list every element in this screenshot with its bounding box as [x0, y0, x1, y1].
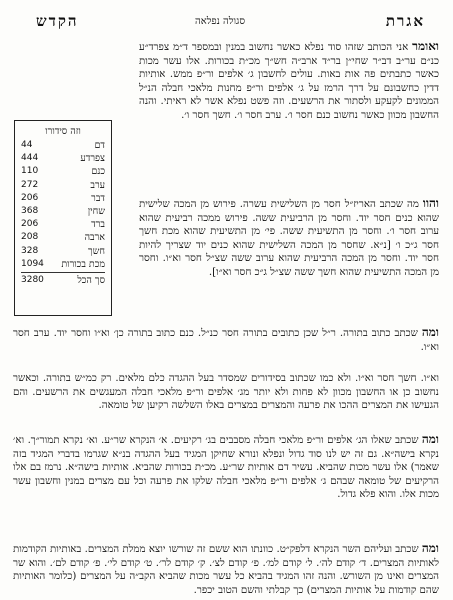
paragraph-4	[13, 371, 439, 426]
table-total-row	[15, 274, 111, 287]
plague-name: מכת בכורות	[61, 258, 105, 270]
plague-value: 328	[21, 245, 39, 256]
paragraph-lead: ואומר	[412, 40, 439, 53]
plague-name: ארבה	[84, 232, 105, 244]
header-title-left: הקדש	[36, 12, 79, 30]
plague-value: 368	[21, 205, 39, 216]
paragraph-6	[13, 542, 439, 600]
paragraph-lead: והוו	[422, 197, 439, 210]
table-row	[15, 231, 111, 244]
paragraph-3	[13, 326, 439, 366]
paragraph-text: שכתב כתוב בתורה. ר״ל שכן כתובים בתורה חסר כנ״ל. כנם כתוב בתורה כן׳ וא״ו וחסר יוד. ערב חסר וא״ו.	[13, 328, 439, 353]
plague-name: דבר	[91, 192, 105, 204]
plague-value: 206	[21, 192, 39, 203]
header-subtitle: סגולה נפלאה	[194, 16, 246, 27]
plague-value: 110	[21, 166, 39, 177]
table-row	[15, 179, 111, 192]
paragraph-1	[139, 40, 439, 192]
table-row	[15, 139, 111, 152]
table-row	[15, 218, 111, 231]
plague-value: 444	[21, 153, 39, 164]
table-row	[15, 245, 111, 258]
plagues-gematria-table	[14, 120, 112, 316]
plague-name: ברד	[91, 219, 105, 231]
table-row	[15, 258, 111, 271]
plague-value: 44	[21, 140, 33, 150]
plague-value: 208	[21, 232, 39, 243]
paragraph-text: שכתב שאלו הג׳ אלפים ור״פ מלאכי חבלה מסבבים בג׳ רקיעים. א׳ הנקרא שר״ע. וא׳ נקרא תמור״ך. וא׳ נקרא בישה״א. גם זה יש לנו סוד גדול ונפלא ונורא שחיקן המגיד בעל ההגדה בנ״א שגרמו בדברי המגיד בזה שאמר) אלו עשר מכות שהביא. עשיר דם אותיות שר״ע. מכ״ת בכורות שהביא. אותיות בישה״א. נרמז בם אלו הרקיעים של טומאה שבהם ג׳ אלפים ור״פ מלאכי חבלה שלקו את פרעה וכל עם מצרים במנין וחשבון עשר מכות אלו. והוא פלא גדול.	[13, 435, 439, 501]
header-title-right: אגרת	[385, 12, 425, 30]
paragraph-text: אני הכותב שזהו סוד נפלא כאשר נחשוב במנין ובמספר ד״מ צפרד״ע כנ״ם ער״ב דב״ר שחי״ן בר״ד ארב״ה חש״ך מכ״ת בכורות. אלו עשר מכות כאשר כתבתים פה אות באות. עולים לחשבון ג׳ אלפים ור״פ ממש. אותיות דדין כחשבונם על דרך הרמז על ג׳ אלפים ור״פ מחנות מלאכי חבלה הנ״ל הממונים לקעקע ולסתור את הרשעים. וזה פשט נפלא אשר לא ראיתי. והנה החשבון מכוון כאשר נחשוב כנם חסר ו׳. ערב חסר ו׳. חשך חסר ו׳.	[139, 42, 439, 121]
plague-name: שחין	[87, 205, 105, 217]
table-row	[15, 165, 111, 178]
total-value: 3280	[21, 274, 44, 285]
plague-value: 206	[21, 219, 39, 230]
table-row	[15, 192, 111, 205]
total-label: סך הכל	[77, 274, 105, 286]
table-title: וזה סידורו	[45, 126, 81, 137]
plague-name: ערב	[90, 179, 105, 191]
paragraph-5	[13, 433, 439, 535]
plague-name: דם	[94, 140, 105, 151]
paragraph-text: וא״ו. חשך חסר וא״ו. ולא כמו שכתוב בסידורים שמסדר בעל ההגדה כלם מלאים. רק כמ״ש בתורה. וכאשר נחשוב כן או החשבון מכוון לא פחות ולא יותר מג׳ אלפים ור״פ מלאכי חבלה המעגשים את הרשעים. והם הגעישו את המצרים ההכו את פרעה והמצרים במצרים באלו השלשה רקיען של טומאה.	[13, 373, 439, 412]
paragraph-lead: ומה	[421, 326, 439, 339]
table-divider	[21, 272, 105, 273]
paragraph-lead: ומה	[421, 433, 439, 446]
plague-name: צפרדע	[80, 153, 105, 165]
table-row	[15, 205, 111, 218]
plague-value: 1094	[21, 258, 44, 269]
table-row	[15, 152, 111, 165]
paragraph-text: שכתב ועליהם השר הנקרא דלפק״ט. כוונתו הוא ששם זה שורשו יוצא ממלת המצרים. באותיות הקודמות לאותיות המצרים. ד׳ קודם לה׳. ל׳ קודם למ׳. פ׳ קודם לצ׳. ק׳ קודם לר׳. ט׳ קודם לי׳. פ׳ קודם לם׳. והוא שר המצרים ואינו מן השורש. והנה זהו המגיד בהביא כל עשר מכות שהביא הקב״ה על המצרים (כלומר האותיות שהם קודמות על אותיות המצרים) כך קבלתי והשם הטוב יכפר.	[13, 544, 439, 596]
plague-name: כנם	[91, 166, 105, 178]
plague-value: 272	[21, 179, 39, 190]
paragraph-2	[139, 197, 439, 319]
paragraph-text: מה שכתב האריז״ל חסר מן השלישית עשרה. פירוש מן המכה שלישית שהוא כנים חסר יוד. וחסר מן הרביעית ששה. פירוש ממכה רביעית שהוא ערוב חסר ו׳. וחסר מן התשיעית ששה. פי׳ מן התשיעית שהוא מכת חשך חסר ג״כ ו׳ [נ״א. שחסר מן המכה השלישית שהוא כנים יוד שצריך להיות חסר יוד. וחסר מן המכה הרביעית שהוא ערוב ששה שצ״ל חסר וא״ו. וחסר מן המכה התשיעית שהוא חשך ששה שצ״ל ג״כ חסר וא״ו].	[139, 199, 439, 278]
paragraph-lead: ומה	[421, 542, 439, 555]
plague-name: חשך	[87, 245, 105, 257]
